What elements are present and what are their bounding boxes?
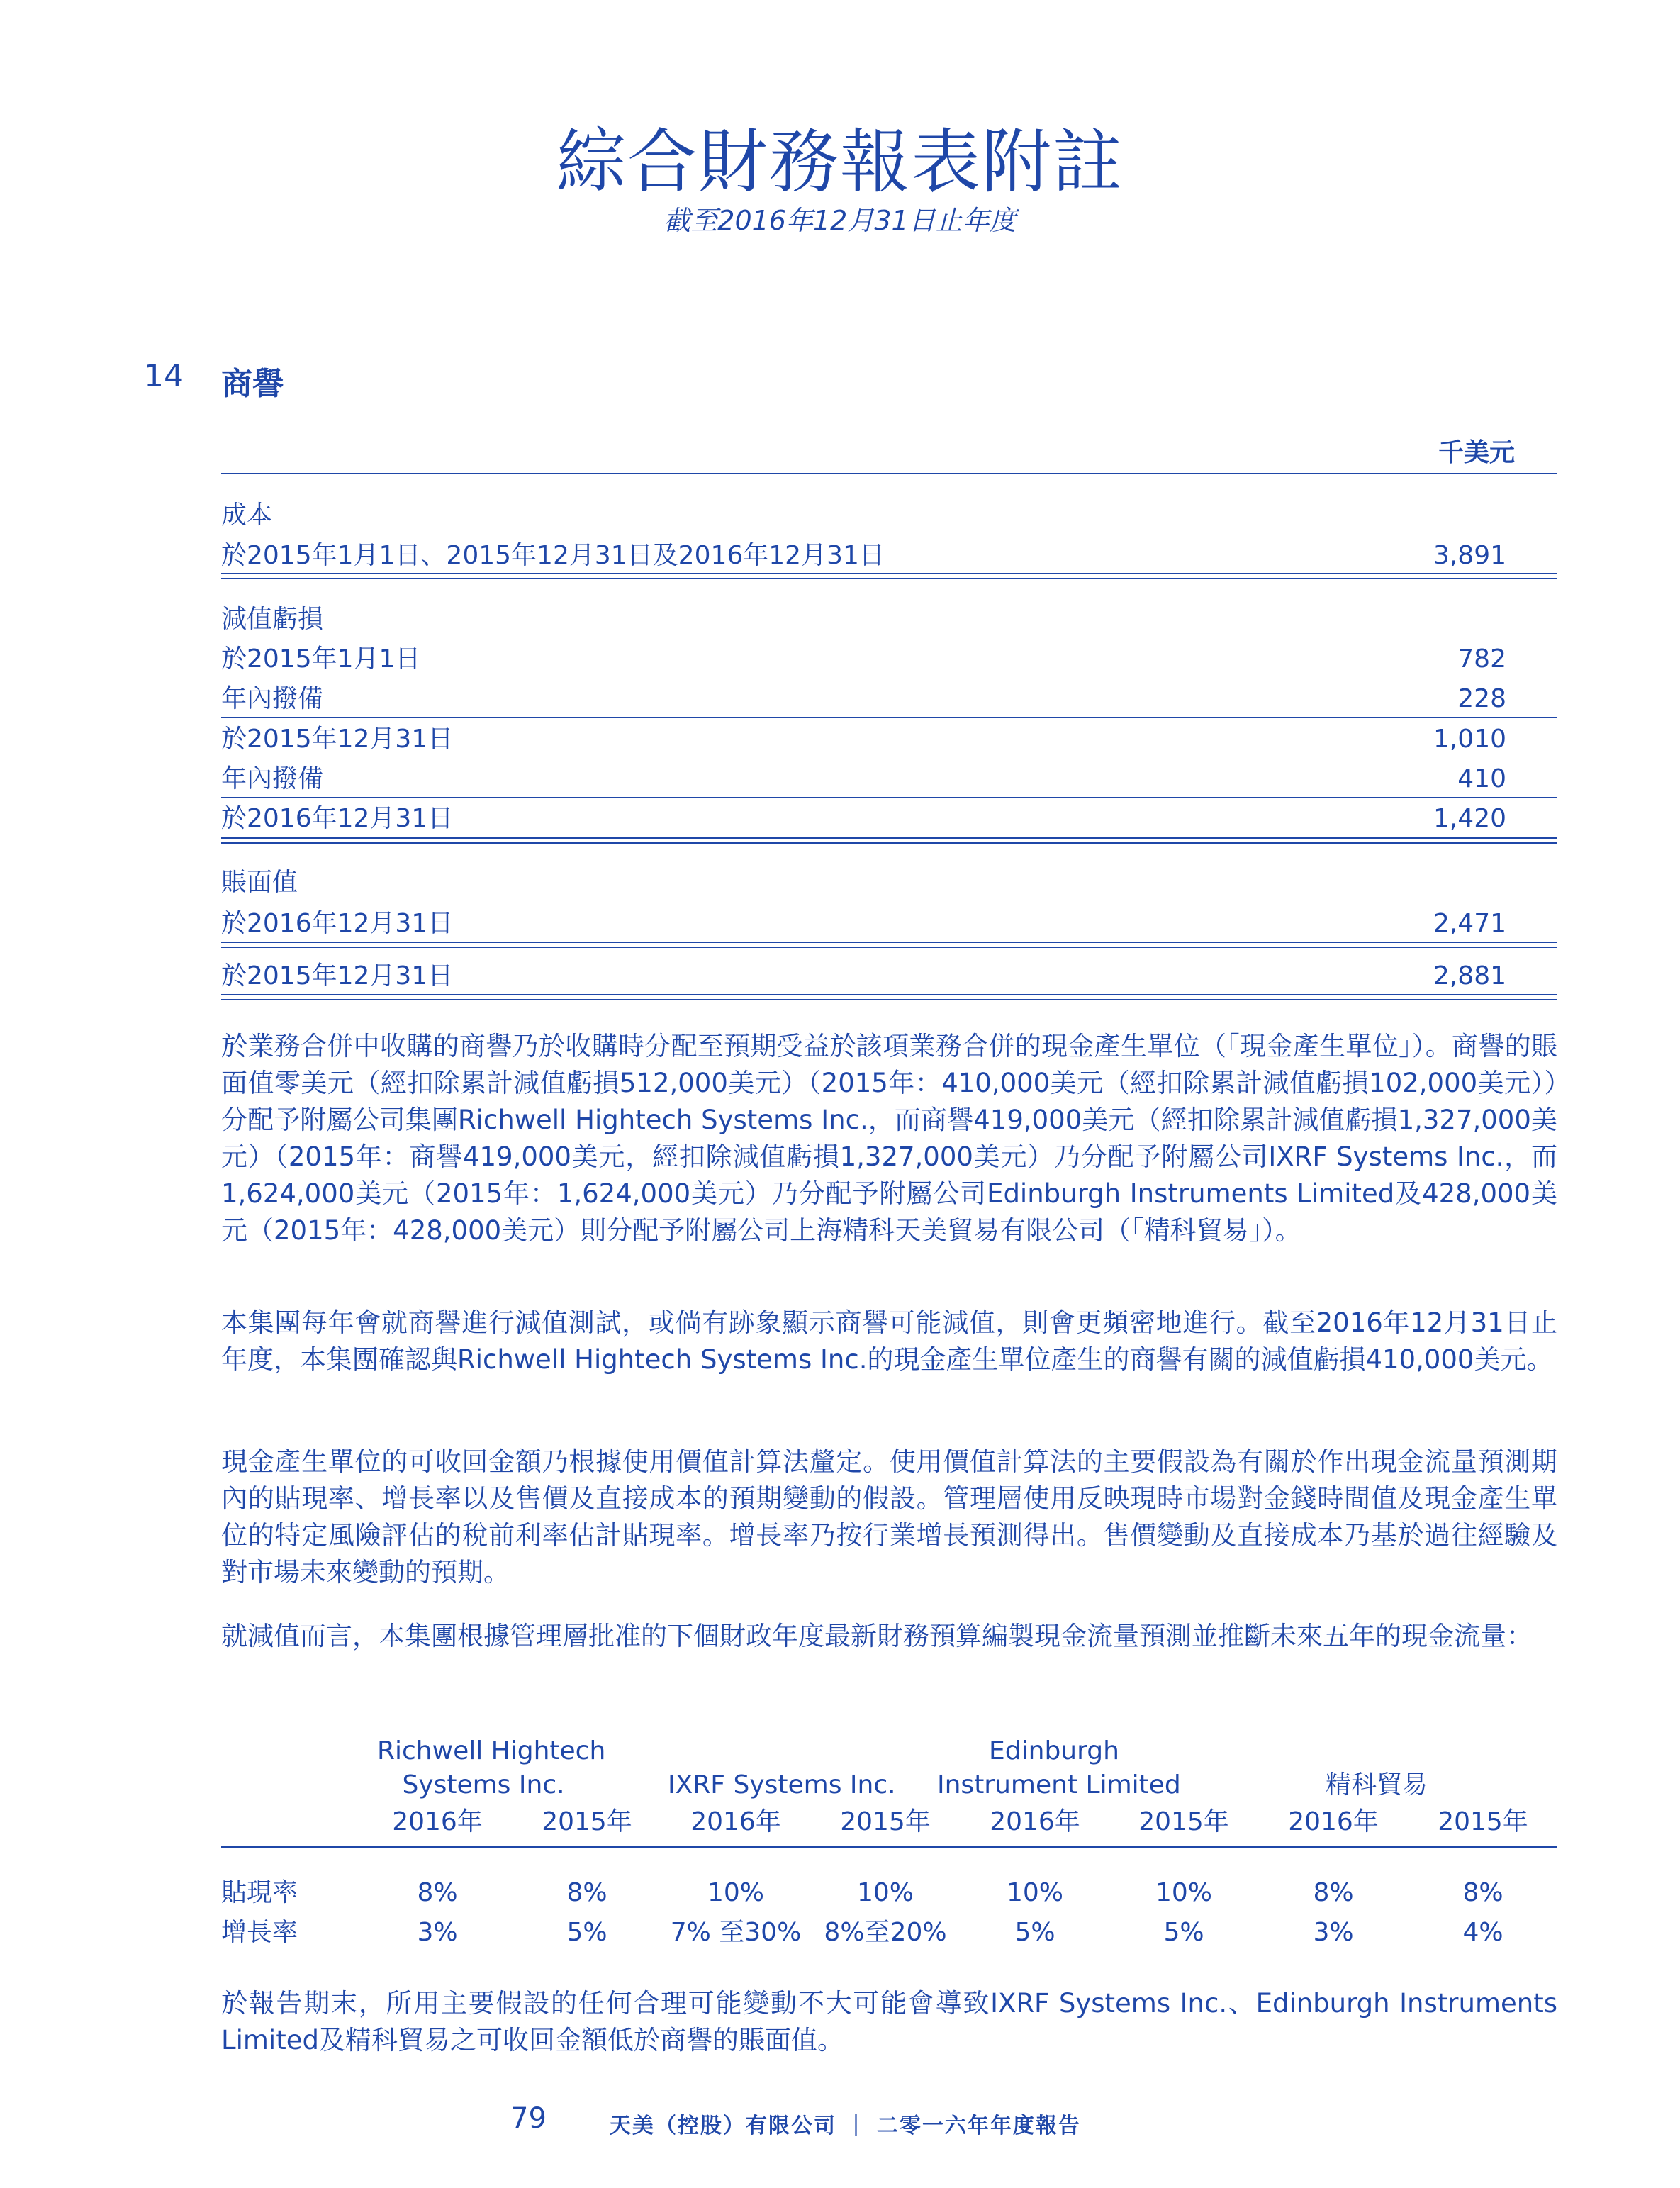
table-row: [221, 905, 1557, 943]
table-cell: 4%: [1462, 1918, 1503, 1947]
table-rule: [221, 578, 1557, 579]
group-header-line2: IXRF Systems Inc.: [668, 1770, 896, 1799]
table-cell: 8%: [1462, 1878, 1503, 1907]
row-label: 年內撥備: [221, 764, 324, 793]
row-value: 228: [1457, 684, 1506, 713]
table-cell: 8%: [566, 1878, 607, 1907]
year-header: 2016年: [1288, 1807, 1379, 1836]
table-cell: 10%: [1155, 1878, 1212, 1907]
section-title: 商譽: [221, 366, 284, 402]
year-header: 2015年: [1438, 1807, 1528, 1836]
row-label: 於2015年1月1日、2015年12月31日及2016年12月31日: [221, 541, 885, 570]
table-cell: 3%: [417, 1918, 458, 1947]
carrying-heading-row: [221, 864, 1557, 902]
assumptions-table: [221, 1734, 1557, 1947]
table-cell: 10%: [707, 1878, 764, 1907]
cost-heading-row: [221, 496, 1557, 535]
table-cell: 8%: [1313, 1878, 1354, 1907]
year-header: 2015年: [542, 1807, 632, 1836]
table-cell: 8%至20%: [824, 1918, 947, 1947]
year-header: 2015年: [1138, 1807, 1229, 1836]
table-rule: [221, 797, 1557, 798]
table-rule: [221, 717, 1557, 718]
paragraph-goodwill-allocation: 於業務合併中收購的商譽乃於收購時分配至預期受益於該項業務合併的現金產生單位（「現金產生單位」）。商譽的賬面值零美元（經扣除累計減值虧損512,000美元）（2015年：410,000美元（經扣除累計減值虧損102,000美元））分配予附屬公司集團Richwell Hightech Systems Inc.，而商譽419,000美元（經扣除累計減值虧損1,327,000美元）（2015年：商譽419,000美元，經扣除減值虧損1,327,000美元）乃分配予附屬公司IXRF Systems Inc.，而1,624,000美元（2015年：1,624,000美元）乃分配予附屬公司Edinburgh Instruments Limited及428,000美元（2015年：428,000美元）則分配予附屬公司上海精科天美貿易有限公司（「精科貿易」）。: [221, 1031, 1557, 1246]
row-label: 於2015年12月31日: [221, 961, 454, 990]
row-label: 於2016年12月31日: [221, 804, 454, 833]
section-number: 14: [144, 358, 184, 394]
year-header: 2016年: [690, 1807, 781, 1836]
table-cell: 10%: [1006, 1878, 1063, 1907]
page-footer: [0, 2102, 1680, 2145]
group-header-line2: Systems Inc.: [402, 1770, 565, 1799]
page-number: 79: [510, 2102, 547, 2135]
table-cell: 5%: [566, 1918, 607, 1947]
cost-heading: 成本: [221, 501, 273, 530]
table-cell: 8%: [417, 1878, 458, 1907]
cost-row: [221, 537, 1557, 575]
paragraph-impairment-test: 本集團每年會就商譽進行減值測試，或倘有跡象顯示商譽可能減值，則會更頻密地進行。截至2016年12月31日止年度，本集團確認與Richwell Hightech Systems Inc.的現金產生單位產生的商譽有關的減值虧損410,000美元。: [221, 1307, 1557, 1375]
table-cell: 7% 至30%: [670, 1918, 802, 1947]
table-rule: [221, 837, 1557, 839]
unit-label: 千美元: [1438, 438, 1515, 467]
row-value: 1,010: [1433, 725, 1506, 754]
row-label: 於2015年1月1日: [221, 644, 421, 674]
paragraph-cash-flow-forecast: 就減值而言，本集團根據管理層批准的下個財政年度最新財務預算編製現金流量預測並推斷未來五年的現金流量：: [221, 1621, 1533, 1651]
group-header-line2: Instrument Limited: [937, 1770, 1181, 1799]
impairment-heading-row: [221, 601, 1557, 639]
carrying-heading: 賬面值: [221, 868, 298, 897]
table-row: [221, 957, 1557, 995]
row-label-discount-rate: 貼現率: [221, 1878, 298, 1907]
table-cell: 10%: [856, 1878, 914, 1907]
table-cell: 5%: [1163, 1918, 1204, 1947]
row-value: 1,420: [1433, 804, 1506, 833]
footer-text: 天美（控股）有限公司 ｜ 二零一六年年度報告: [610, 2114, 1081, 2138]
table-rule: [221, 573, 1557, 574]
unit-header-row: [221, 434, 1557, 472]
page-subtitle: 截至2016年12月31日止年度: [663, 205, 1017, 236]
table-rule: [221, 942, 1557, 943]
row-label: 於2016年12月31日: [221, 909, 454, 938]
row-label: 年內撥備: [221, 684, 324, 713]
row-value: 3,891: [1433, 541, 1506, 570]
table-rule: [221, 473, 1557, 474]
year-header: 2016年: [990, 1807, 1080, 1836]
row-label-growth-rate: 增長率: [221, 1918, 298, 1947]
row-value: 782: [1457, 644, 1506, 674]
year-header: 2016年: [392, 1807, 483, 1836]
table-row: [221, 760, 1557, 798]
table-row: [221, 800, 1557, 838]
row-value: 2,881: [1433, 961, 1506, 990]
table-row: [221, 680, 1557, 718]
table-row: [221, 720, 1557, 759]
group-header-line1: Richwell Hightech: [377, 1736, 606, 1765]
table-rule: [221, 947, 1557, 948]
table-rule: [221, 842, 1557, 844]
group-header-line2: 精科貿易: [1325, 1770, 1428, 1799]
table-cell: 5%: [1014, 1918, 1055, 1947]
page-title: 綜合財務報表附註: [556, 122, 1124, 203]
group-header-line1: Edinburgh: [989, 1736, 1119, 1765]
row-label: 於2015年12月31日: [221, 725, 454, 754]
table-row: [221, 640, 1557, 679]
table-rule: [221, 999, 1557, 1000]
row-value: 410: [1457, 764, 1506, 793]
table-rule: [221, 1846, 1557, 1848]
impairment-heading: 減值虧損: [221, 605, 324, 634]
row-value: 2,471: [1433, 909, 1506, 938]
paragraph-sensitivity: 於報告期末，所用主要假設的任何合理可能變動不大可能會導致IXRF Systems Inc.、Edinburgh Instruments Limited及精科貿易之可收回金額低於商譽的賬面值。: [221, 1988, 1557, 2055]
paragraph-recoverable-amount: 現金產生單位的可收回金額乃根據使用價值計算法釐定。使用價值計算法的主要假設為有關於作出現金流量預測期內的貼現率、增長率以及售價及直接成本的預期變動的假設。管理層使用反映現時市場對金錢時間值及現金產生單位的特定風險評估的稅前利率估計貼現率。增長率乃按行業增長預測得出。售價變動及直接成本乃基於過往經驗及對市場未來變動的預期。: [221, 1446, 1557, 1587]
year-header: 2015年: [840, 1807, 931, 1836]
table-cell: 3%: [1313, 1918, 1354, 1947]
table-rule: [221, 994, 1557, 995]
